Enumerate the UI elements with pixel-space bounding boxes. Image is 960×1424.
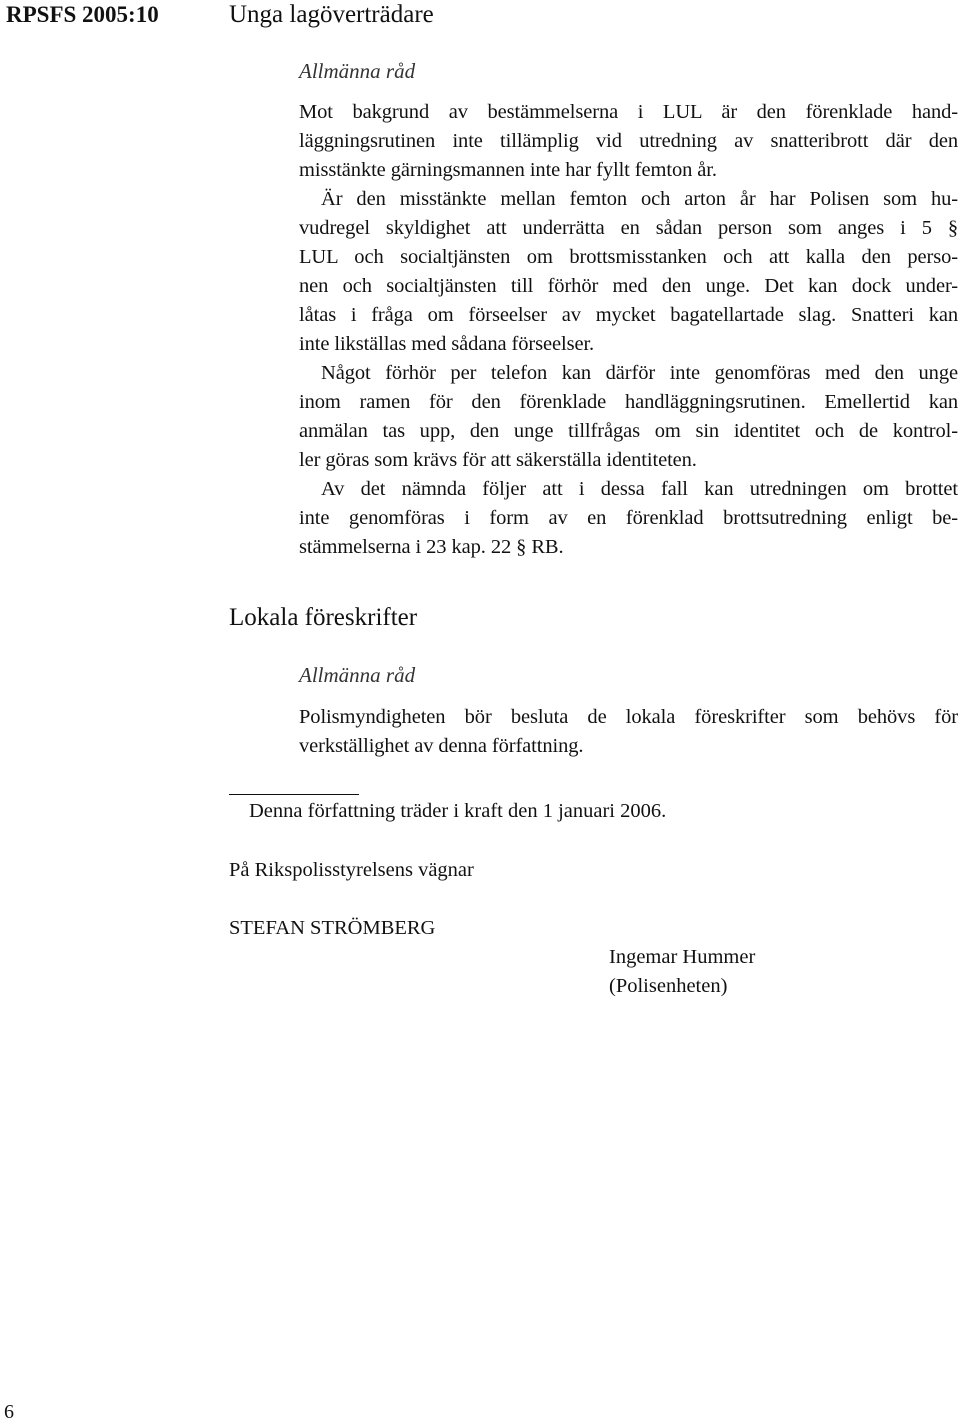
body-line: LUL och socialtjänsten om brottsmisstanken och att kalla den perso- xyxy=(299,246,958,268)
body-line: läggningsrutinen inte tillämplig vid utredning av snatteribrott där den xyxy=(299,130,958,152)
body-line: Mot bakgrund av bestämmelserna i LUL är den förenklade hand- xyxy=(299,101,958,123)
body-line: Är den misstänkte mellan femton och arton år har Polisen som hu- xyxy=(321,188,958,210)
general-advice-label: Allmänna råd xyxy=(299,59,416,83)
effective-date: Denna författning träder i kraft den 1 januari 2006. xyxy=(249,800,667,822)
running-reference: RPSFS 2005:10 xyxy=(6,2,159,27)
body-line: inte likställas med sådana förseelser. xyxy=(299,333,595,355)
signatory-2-unit: (Polisenheten) xyxy=(609,975,728,997)
body-line: låtas i fråga om förseelser av mycket bagatellartade slag. Snatteri kan xyxy=(299,304,958,326)
page-number: 6 xyxy=(4,1401,14,1423)
divider-rule xyxy=(229,794,359,795)
body-line: Polismyndigheten bör besluta de lokala föreskrifter som behövs för xyxy=(299,706,958,728)
section-title: Unga lagöverträdare xyxy=(229,1,434,28)
body-line: inte genomföras i form av en förenklad brottsutredning enligt be- xyxy=(299,507,958,529)
on-behalf-line: På Rikspolisstyrelsens vägnar xyxy=(229,859,474,881)
general-advice-label: Allmänna råd xyxy=(299,663,416,687)
body-line: vudregel skyldighet att underrätta en sådan person som anges i 5 § xyxy=(299,217,958,239)
body-line: Något förhör per telefon kan därför inte genomföras med den unge xyxy=(321,362,958,384)
body-line: ler göras som krävs för att säkerställa identiteten. xyxy=(299,449,697,471)
body-line: anmälan tas upp, den unge tillfrågas om sin identitet och de kontrol- xyxy=(299,420,958,442)
local-regulations-heading: Lokala föreskrifter xyxy=(229,604,418,631)
body-line: Av det nämnda följer att i dessa fall kan utredningen om brottet xyxy=(321,478,958,500)
body-line: misstänkte gärningsmannen inte har fyllt femton år. xyxy=(299,159,717,181)
body-line: inom ramen för den förenklade handläggningsrutinen. Emellertid kan xyxy=(299,391,958,413)
body-line: verkställighet av denna författning. xyxy=(299,735,584,757)
body-line: nen och socialtjänsten till förhör med den unge. Det kan dock under- xyxy=(299,275,958,297)
body-line: stämmelserna i 23 kap. 22 § RB. xyxy=(299,536,564,558)
signatory-1: STEFAN STRÖMBERG xyxy=(229,917,436,939)
signatory-2-name: Ingemar Hummer xyxy=(609,946,756,968)
